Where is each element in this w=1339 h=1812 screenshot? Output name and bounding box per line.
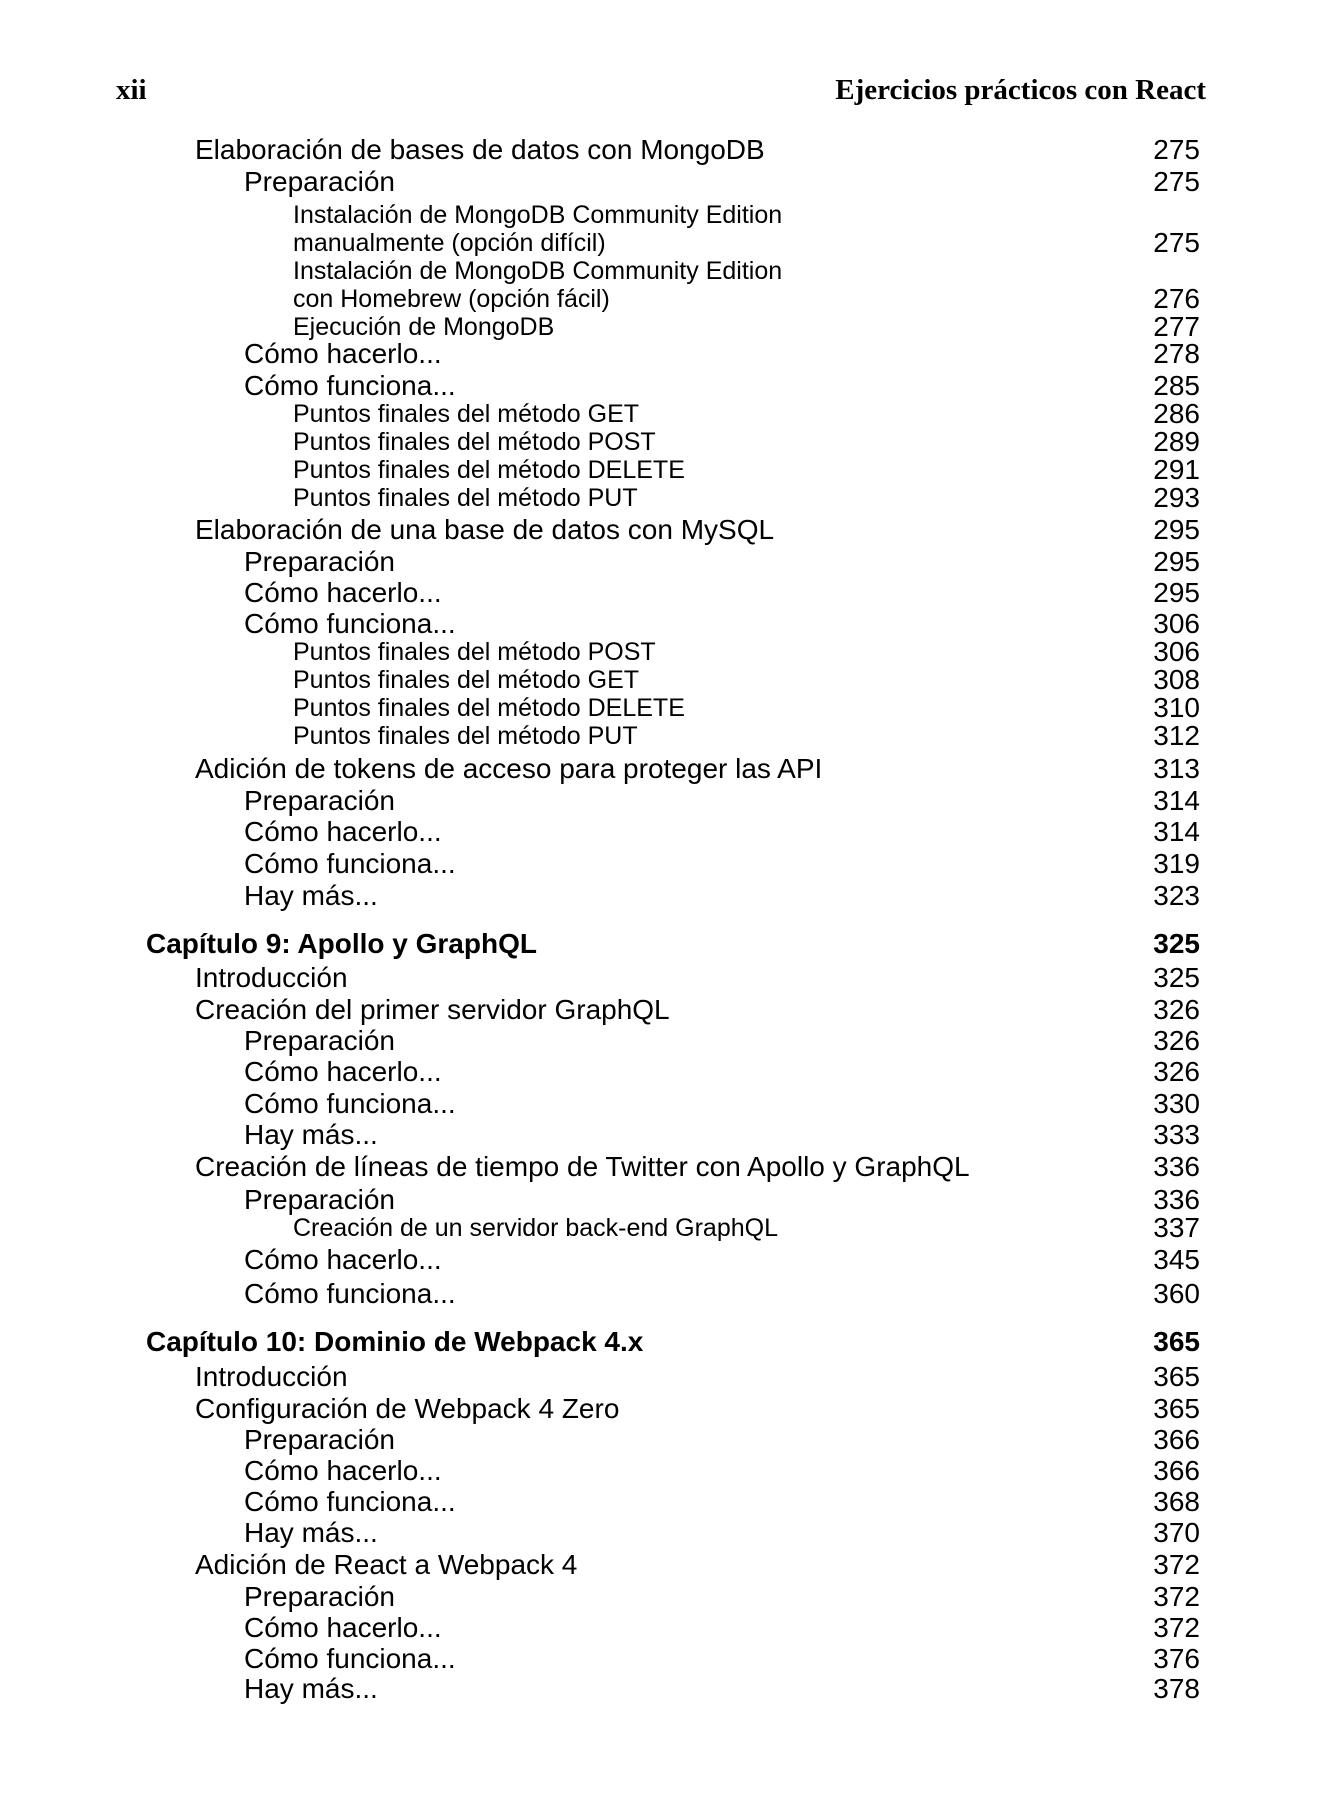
toc-entry-title: Cómo hacerlo... bbox=[244, 577, 442, 608]
toc-entry-title: Cómo funciona... bbox=[244, 848, 456, 879]
toc-entry-title: Puntos finales del método POST bbox=[293, 428, 656, 456]
toc-entry-page: 376 bbox=[1153, 1643, 1200, 1674]
toc-entry-title: Puntos finales del método DELETE bbox=[293, 456, 685, 484]
toc-entry-title: Creación de un servidor back-end GraphQL bbox=[293, 1214, 778, 1242]
toc-entry-page: 275 bbox=[1153, 166, 1200, 197]
toc-entry-page: 333 bbox=[1153, 1119, 1200, 1150]
toc-entry-title: Cómo hacerlo... bbox=[244, 1455, 442, 1486]
page-number: xii bbox=[116, 74, 147, 106]
toc-entry-page: 372 bbox=[1153, 1612, 1200, 1643]
toc-entry-title: Elaboración de una base de datos con MySQL bbox=[195, 514, 775, 545]
toc-entry-title: Cómo hacerlo... bbox=[244, 1612, 442, 1643]
toc-entry-page: 312 bbox=[1153, 720, 1200, 751]
toc-entry-title: Adición de tokens de acceso para proteger las API bbox=[195, 753, 823, 784]
toc-entry-page: 360 bbox=[1153, 1278, 1200, 1309]
toc-entry-title: Creación del primer servidor GraphQL bbox=[195, 994, 670, 1025]
toc-entry-title: Introducción bbox=[195, 1361, 348, 1392]
toc-entry-page: 323 bbox=[1153, 880, 1200, 911]
chapter-title: Capítulo 10: Dominio de Webpack 4.x bbox=[146, 1326, 644, 1357]
toc-entry-page: 366 bbox=[1153, 1455, 1200, 1486]
toc-entry-title: Introducción bbox=[195, 962, 348, 993]
toc-entry-page: 306 bbox=[1153, 608, 1200, 639]
toc-entry-title: Cómo funciona... bbox=[244, 1643, 456, 1674]
toc-entry-title: Puntos finales del método PUT bbox=[293, 484, 638, 512]
toc-entry-page: 285 bbox=[1153, 370, 1200, 401]
toc-entry-page: 314 bbox=[1153, 785, 1200, 816]
toc-entry-page: 295 bbox=[1153, 514, 1200, 545]
toc-entry-title: Hay más... bbox=[244, 880, 378, 911]
toc-entry-page: 291 bbox=[1153, 454, 1200, 485]
toc-entry-page: 330 bbox=[1153, 1088, 1200, 1119]
toc-entry-page: 295 bbox=[1153, 577, 1200, 608]
toc-entry-page: 336 bbox=[1153, 1184, 1200, 1215]
toc-entry-title: Configuración de Webpack 4 Zero bbox=[195, 1393, 620, 1424]
chapter-page-number: 365 bbox=[1153, 1326, 1200, 1357]
toc-entry-title: Puntos finales del método DELETE bbox=[293, 694, 685, 722]
toc-entry-page: 314 bbox=[1153, 816, 1200, 847]
toc-entry-title: Creación de líneas de tiempo de Twitter con Apollo y GraphQL bbox=[195, 1151, 970, 1182]
toc-entry-page: 289 bbox=[1153, 426, 1200, 457]
toc-entry-title: Cómo funciona... bbox=[244, 1088, 456, 1119]
toc-entry-title: Cómo funciona... bbox=[244, 608, 456, 639]
toc-entry-title: Hay más... bbox=[244, 1673, 378, 1704]
toc-entry-page: 310 bbox=[1153, 692, 1200, 723]
toc-entry-title: Cómo funciona... bbox=[244, 1486, 456, 1517]
toc-entry-page: 313 bbox=[1153, 753, 1200, 784]
toc-entry-page: 372 bbox=[1153, 1581, 1200, 1612]
toc-entry-title: Adición de React a Webpack 4 bbox=[195, 1549, 578, 1580]
toc-entry-page: 368 bbox=[1153, 1486, 1200, 1517]
toc-entry-title: manualmente (opción difícil) bbox=[293, 229, 606, 257]
toc-entry-page: 365 bbox=[1153, 1393, 1200, 1424]
toc-entry-page: 275 bbox=[1153, 134, 1200, 165]
toc-entry-title: Elaboración de bases de datos con MongoDB bbox=[195, 134, 765, 165]
toc-entry-page: 378 bbox=[1153, 1673, 1200, 1704]
toc-entry-page: 370 bbox=[1153, 1517, 1200, 1548]
toc-entry-page: 286 bbox=[1153, 398, 1200, 429]
toc-entry-title: Cómo funciona... bbox=[244, 370, 456, 401]
toc-entry-title: Preparación bbox=[244, 785, 395, 816]
toc-entry-page: 326 bbox=[1153, 1025, 1200, 1056]
toc-entry-title: Instalación de MongoDB Community Edition bbox=[293, 257, 783, 285]
toc-entry-title: Puntos finales del método GET bbox=[293, 400, 640, 428]
toc-entry-title: Hay más... bbox=[244, 1119, 378, 1150]
toc-entry-title: Preparación bbox=[244, 1184, 395, 1215]
toc-entry-page: 275 bbox=[1153, 227, 1200, 258]
toc-entry-page: 366 bbox=[1153, 1424, 1200, 1455]
toc-entry-page: 326 bbox=[1153, 1056, 1200, 1087]
toc-entry-title: Hay más... bbox=[244, 1517, 378, 1548]
toc-entry-page: 295 bbox=[1153, 546, 1200, 577]
toc-entry-title: Preparación bbox=[244, 1581, 395, 1612]
toc-entry-page: 345 bbox=[1153, 1244, 1200, 1275]
toc-entry-page: 326 bbox=[1153, 994, 1200, 1025]
toc-entry-page: 276 bbox=[1153, 283, 1200, 314]
toc-entry-page: 372 bbox=[1153, 1549, 1200, 1580]
toc-entry-title: Cómo hacerlo... bbox=[244, 1056, 442, 1087]
toc-entry-title: Cómo hacerlo... bbox=[244, 338, 442, 369]
toc-entry-page: 325 bbox=[1153, 962, 1200, 993]
toc-entry-title: Cómo hacerlo... bbox=[244, 816, 442, 847]
toc-entry-title: con Homebrew (opción fácil) bbox=[293, 285, 610, 313]
toc-entry-title: Ejecución de MongoDB bbox=[293, 313, 555, 341]
toc-entry-title: Preparación bbox=[244, 1424, 395, 1455]
toc-entry-title: Puntos finales del método POST bbox=[293, 638, 656, 666]
toc-entry-title: Puntos finales del método GET bbox=[293, 666, 640, 694]
toc-entry-page: 278 bbox=[1153, 338, 1200, 369]
toc-entry-title: Preparación bbox=[244, 166, 395, 197]
toc-entry-page: 319 bbox=[1153, 848, 1200, 879]
chapter-page-number: 325 bbox=[1153, 928, 1200, 959]
toc-entry-page: 308 bbox=[1153, 664, 1200, 695]
toc-entry-title: Instalación de MongoDB Community Edition bbox=[293, 201, 783, 229]
chapter-title: Capítulo 9: Apollo y GraphQL bbox=[146, 928, 537, 959]
toc-entry-title: Cómo hacerlo... bbox=[244, 1244, 442, 1275]
toc-entry-page: 277 bbox=[1153, 311, 1200, 342]
toc-entry-page: 337 bbox=[1153, 1212, 1200, 1243]
toc-entry-page: 336 bbox=[1153, 1151, 1200, 1182]
toc-entry-title: Preparación bbox=[244, 1025, 395, 1056]
toc-entry-title: Preparación bbox=[244, 546, 395, 577]
toc-entry-page: 365 bbox=[1153, 1361, 1200, 1392]
toc-entry-page: 306 bbox=[1153, 636, 1200, 667]
toc-entry-page: 293 bbox=[1153, 482, 1200, 513]
toc-entry-title: Cómo funciona... bbox=[244, 1278, 456, 1309]
running-title: Ejercicios prácticos con React bbox=[835, 74, 1206, 106]
toc-entry-title: Puntos finales del método PUT bbox=[293, 722, 638, 750]
